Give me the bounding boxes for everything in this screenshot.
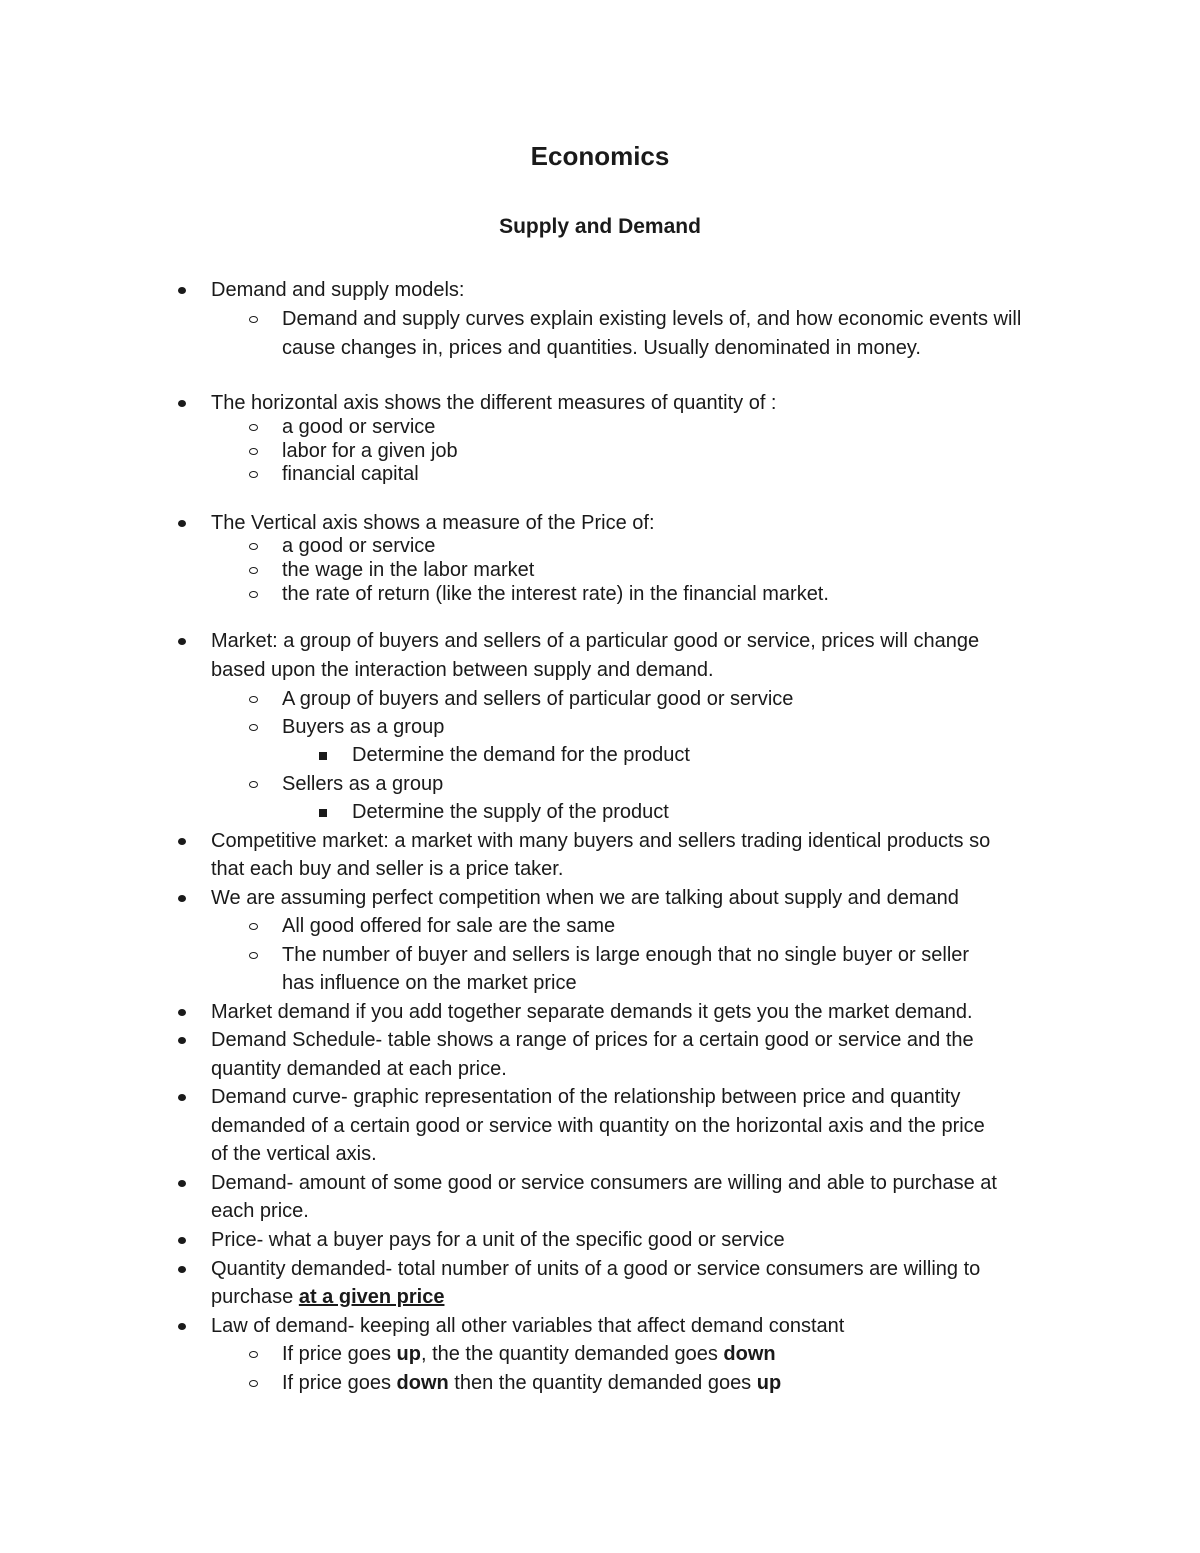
bold-word: up bbox=[396, 1343, 421, 1365]
list-item: A group of buyers and sellers of particular good or service bbox=[282, 688, 794, 710]
list-item: a good or service bbox=[282, 535, 436, 557]
bullet-dot-icon bbox=[178, 1083, 186, 1111]
list-item: Market: a group of buyers and sellers of a particular good or service, prices will change bbox=[211, 630, 980, 652]
bullet-circle-icon bbox=[249, 713, 258, 741]
bullet-circle-icon bbox=[249, 770, 258, 798]
list-item-continuation: has influence on the market price bbox=[282, 972, 577, 994]
bullet-circle-icon bbox=[249, 685, 258, 713]
list-item-continuation: of the vertical axis. bbox=[211, 1143, 377, 1165]
bullet-circle-icon bbox=[249, 580, 258, 608]
bullet-square-icon bbox=[319, 741, 327, 769]
list-item-continuation: quantity demanded at each price. bbox=[211, 1058, 507, 1080]
list-item-continuation: based upon the interaction between supply and demand. bbox=[211, 659, 714, 681]
list-item: financial capital bbox=[282, 463, 419, 485]
list-item: labor for a given job bbox=[282, 440, 458, 462]
list-item: the rate of return (like the interest rate) in the financial market. bbox=[282, 583, 829, 605]
list-item: Market demand if you add together separate demands it gets you the market demand. bbox=[211, 1001, 973, 1023]
list-item: Demand- amount of some good or service consumers are willing and able to purchase at bbox=[211, 1172, 997, 1194]
bullet-dot-icon bbox=[178, 827, 186, 855]
bold-word: down bbox=[723, 1343, 776, 1365]
bullet-circle-icon bbox=[249, 1369, 258, 1397]
bullet-circle-icon bbox=[249, 305, 258, 333]
text-segment: If price goes bbox=[282, 1372, 397, 1394]
purchase-prefix: purchase bbox=[211, 1286, 299, 1308]
bullet-circle-icon bbox=[249, 941, 258, 969]
list-item: the wage in the labor market bbox=[282, 559, 535, 581]
text-segment: then the quantity demanded goes bbox=[448, 1372, 757, 1394]
bullet-dot-icon bbox=[178, 1312, 186, 1340]
bold-word: down bbox=[396, 1372, 449, 1394]
list-item: Buyers as a group bbox=[282, 716, 445, 738]
bullet-dot-icon bbox=[178, 884, 186, 912]
bullet-circle-icon bbox=[249, 460, 258, 488]
bullet-dot-icon bbox=[178, 1255, 186, 1283]
list-item: Demand curve- graphic representation of the relationship between price and quantity bbox=[211, 1086, 961, 1108]
list-item: Price- what a buyer pays for a unit of the specific good or service bbox=[211, 1229, 785, 1251]
list-item-continuation: demanded of a certain good or service with quantity on the horizontal axis and the price bbox=[211, 1115, 985, 1137]
bold-word: up bbox=[756, 1372, 782, 1394]
list-item: Competitive market: a market with many buyers and sellers trading identical products so bbox=[211, 830, 991, 852]
bullet-dot-icon bbox=[178, 509, 186, 537]
list-item bbox=[282, 1340, 776, 1368]
list-item: Law of demand- keeping all other variables that affect demand constant bbox=[211, 1315, 845, 1337]
list-item: Determine the supply of the product bbox=[352, 801, 669, 823]
bullet-dot-icon bbox=[178, 1169, 186, 1197]
list-item: The horizontal axis shows the different measures of quantity of : bbox=[211, 392, 777, 414]
emphasis-text: at a given price bbox=[298, 1286, 445, 1308]
list-item bbox=[282, 1369, 781, 1397]
text-segment: , the the quantity demanded goes bbox=[420, 1343, 724, 1365]
bullet-dot-icon bbox=[178, 276, 186, 304]
list-item: Demand and supply curves explain existing levels of, and how economic events will bbox=[282, 308, 1022, 330]
section-heading: Supply and Demand bbox=[499, 215, 701, 238]
bullet-circle-icon bbox=[249, 912, 258, 940]
bullet-dot-icon bbox=[178, 998, 186, 1026]
bullet-circle-icon bbox=[249, 1340, 258, 1368]
bullet-dot-icon bbox=[178, 627, 186, 655]
bullet-dot-icon bbox=[178, 389, 186, 417]
list-item-continuation: each price. bbox=[211, 1200, 309, 1222]
list-item-continuation: cause changes in, prices and quantities. Usually denominated in money. bbox=[282, 337, 921, 359]
list-item: The number of buyer and sellers is large enough that no single buyer or seller bbox=[282, 944, 970, 966]
list-item-continuation: that each buy and seller is a price taker. bbox=[211, 858, 564, 880]
text-segment: If price goes bbox=[282, 1343, 397, 1365]
list-item: Determine the demand for the product bbox=[352, 744, 690, 766]
list-item: Demand and supply models: bbox=[211, 279, 465, 301]
list-item: Sellers as a group bbox=[282, 773, 444, 795]
list-item: We are assuming perfect competition when we are talking about supply and demand bbox=[211, 887, 959, 909]
document-title: Economics bbox=[530, 141, 670, 171]
bullet-dot-icon bbox=[178, 1226, 186, 1254]
list-item: Demand Schedule- table shows a range of prices for a certain good or service and the bbox=[211, 1029, 974, 1051]
list-item: All good offered for sale are the same bbox=[282, 915, 616, 937]
list-item: Quantity demanded- total number of units of a good or service consumers are willing to bbox=[211, 1258, 981, 1280]
list-item: The Vertical axis shows a measure of the Price of: bbox=[211, 512, 655, 534]
bullet-square-icon bbox=[319, 798, 327, 826]
bullet-dot-icon bbox=[178, 1026, 186, 1054]
list-item-continuation bbox=[211, 1283, 444, 1311]
list-item: a good or service bbox=[282, 416, 436, 438]
